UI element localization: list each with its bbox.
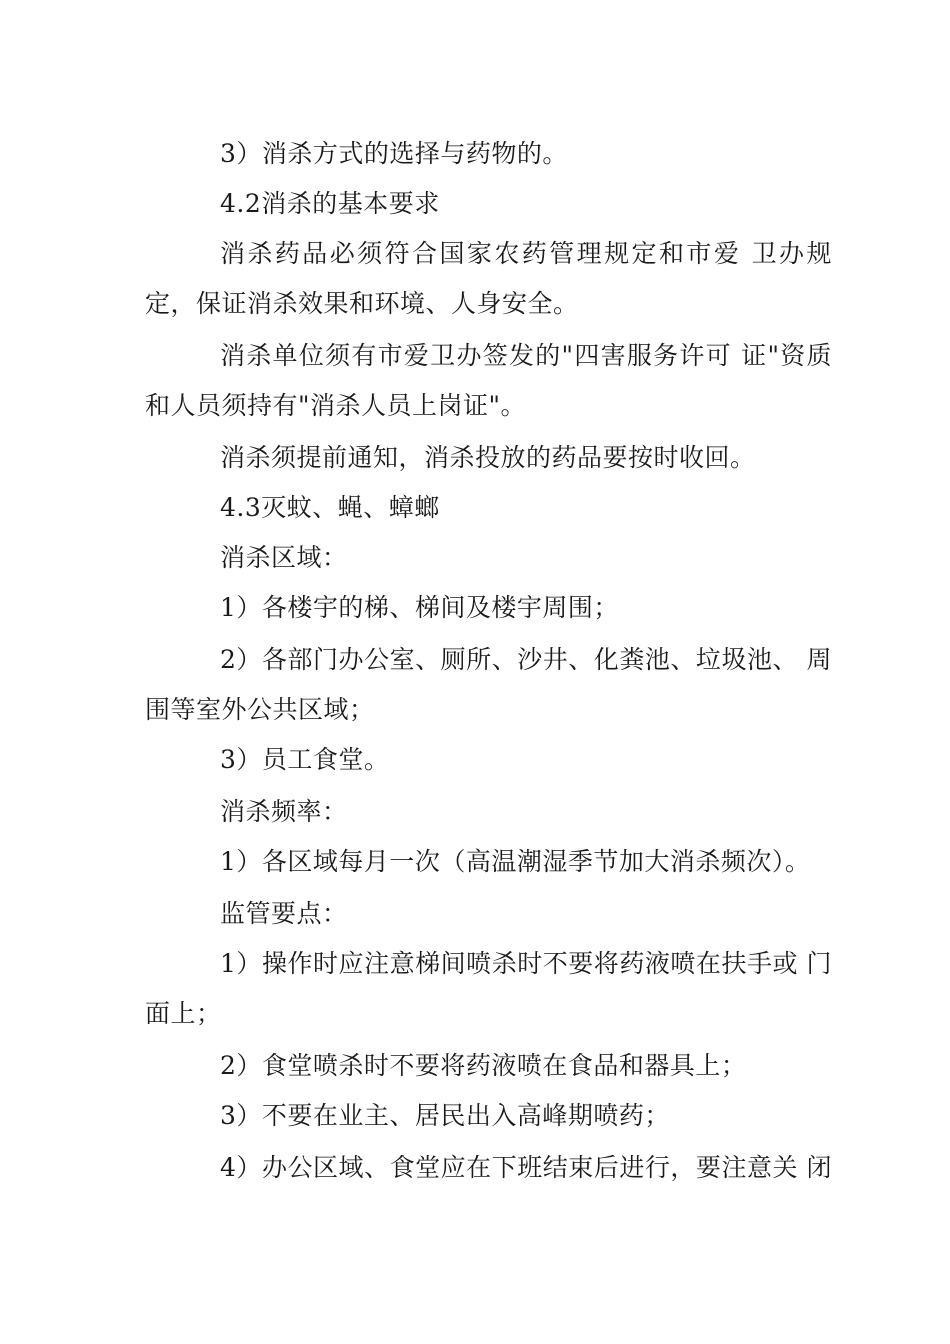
paragraph-line: 消杀区域：: [220, 543, 348, 572]
list-item: 2）食堂喷杀时不要将药液喷在食品和器具上；: [220, 1051, 747, 1080]
list-item: 3）不要在业主、居民出入高峰期喷药；: [220, 1101, 670, 1130]
paragraph-line: 3）消杀方式的选择与药物的。: [220, 139, 568, 168]
list-item: 2）各部门办公室、厕所、沙井、化粪池、垃圾池、 周: [220, 645, 832, 674]
paragraph-line: 监管要点：: [220, 899, 348, 928]
paragraph-line: 消杀药品必须符合国家农药管理规定和市爱 卫办规: [220, 239, 832, 268]
list-item: 1）各楼宇的梯、梯间及楼宇周围；: [220, 593, 619, 622]
section-heading: 4.3灭蚊、蝇、蟑螂: [220, 493, 440, 522]
paragraph-line: 定，保证消杀效果和环境、人身安全。: [145, 289, 579, 318]
paragraph-line: 围等室外公共区域；: [145, 695, 375, 724]
paragraph-line: 消杀单位须有市爱卫办签发的"四害服务许可 证"资质: [220, 341, 832, 370]
paragraph-line: 和人员须持有"消杀人员上岗证"。: [145, 391, 526, 420]
list-item: 3）员工食堂。: [220, 745, 390, 774]
list-item: 4）办公区域、食堂应在下班结束后进行，要注意关 闭: [220, 1153, 832, 1182]
paragraph-line: 面上；: [145, 999, 222, 1028]
list-item: 1）各区域每月一次（高温潮湿季节加大消杀频次）。: [220, 847, 811, 876]
paragraph-line: 消杀须提前通知，消杀投放的药品要按时收回。: [220, 443, 756, 472]
section-heading: 4.2消杀的基本要求: [220, 189, 440, 218]
list-item: 1）操作时应注意梯间喷杀时不要将药液喷在扶手或 门: [220, 949, 832, 978]
paragraph-line: 消杀频率：: [220, 797, 348, 826]
